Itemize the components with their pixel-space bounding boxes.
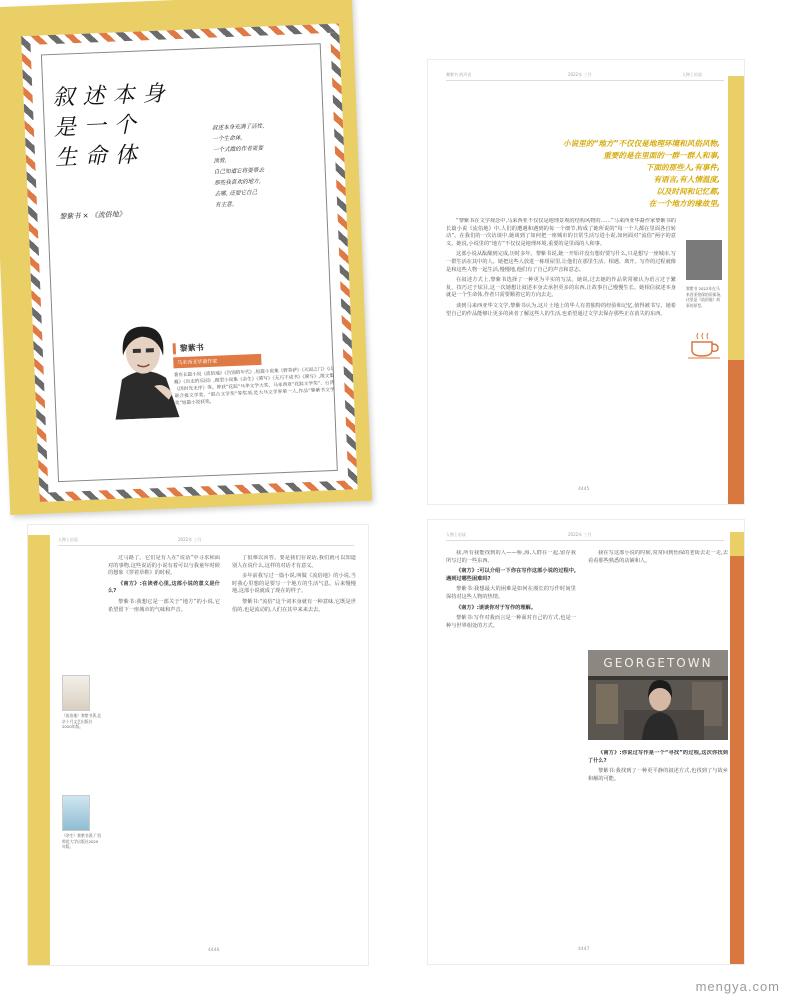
paragraph: 我在写这部小说的时候,常常回到怡保的老街去走一走,去看看那些熟悉的店铺和人。 xyxy=(588,550,728,564)
poem-line: 那些我喜欢的地方, xyxy=(214,178,261,187)
paragraph: 黎紫书:“流俗”这个词本身就有一种意味,它既是世俗的,也是流动的,人们在其中来来去去。 xyxy=(232,598,356,613)
page-header-mid: 2022年 三月 xyxy=(568,72,592,77)
book-cover-1 xyxy=(62,675,90,711)
question: 《南方》:在读者心里,这部小说的意义是什么? xyxy=(108,580,220,595)
cover-handwritten-title xyxy=(52,79,176,174)
book-caption-2: 《余生》黎紫书著,广西师范大学出版社2020年版。 xyxy=(62,833,102,849)
article-column-2 xyxy=(588,750,728,942)
paragraph: 了很难以回答。要是我们在说话,我们就可以知道别人在说什么,这样的对话才有意义。 xyxy=(232,555,356,569)
page-header-mid: 2022年 三月 xyxy=(568,532,592,537)
magazine-page-bottom-right xyxy=(428,520,744,964)
magazine-page-bottom-left xyxy=(28,525,368,965)
paragraph: 黎紫书:写作对我而言是一种面对自己的方式,也是一种与世界相处的方式。 xyxy=(446,615,576,629)
pull-quote xyxy=(500,138,720,210)
page-header-right: 人物 | 访谈 xyxy=(682,72,702,77)
article-column-1 xyxy=(446,550,576,942)
coffee-cup-icon xyxy=(686,330,724,360)
author-bio: 著有长篇小说《流俗地》《告别的年代》,短篇小说集《野菩萨》《天国之门》《山瘟》《出走的乐园》,微型小说集《余生》《简写》《无巧不成书》《简写》,散文集《因时光无序》等。曾获“花踪”马华文学大奖、马来西亚“花踪文学奖”、台湾联合报文学奖、“联合文学奖”等奖项,是大马文学界第一人,作品“黎紫书文学奖”短篇小说获奖。 xyxy=(173,366,335,407)
paragraph: 谈到马来西亚华文文学,黎紫书认为,这片土地上的华人有着独特的经验和记忆,值得被书写。她希望自己的作品能够让更多的读者了解这些人的生活,也希望通过文学去保存那些正在消失的东西。 xyxy=(446,302,676,317)
article-column-1 xyxy=(108,555,220,945)
paragraph: 黎紫书:我想最大的困难是如何在漫长的写作时间里保持对这些人物的热情。 xyxy=(446,586,576,600)
cover-title-line: 生命体 xyxy=(54,142,146,171)
poem-line: 一个式微的作者需要 xyxy=(212,145,264,154)
paragraph: 过马路了。它们是有人在“说话”中寻求和面对的事物,这些说话的小说有着可以与我童年时候的想象《穿着草鞋》的时候。 xyxy=(108,555,220,577)
cover-title-line: 叙述本身 xyxy=(52,81,174,112)
page-side-bar-orange xyxy=(728,360,744,504)
pull-line: 在一个地方的缘故里, xyxy=(648,199,720,208)
paragraph: “黎紫书在文学观念中,马来西亚不仅仅是地理景观的结构风物的……”马来西亚华裔作家黎紫书的长篇小说《流俗地》中,人们的遭遇和遇到的每一个细节,构成了她所说的“每一个人都在里面各自转动”。在我们的一次访谈中,她谈到了如何把一座城市的日常生活写进小说,如何面对“流俗”两字的意义。她说,小说里的“地方”不仅仅是地理环境,重要的是里面的人和事。 xyxy=(446,218,676,247)
poem-line: 有主意。 xyxy=(214,201,238,209)
page-side-bar-orange xyxy=(730,532,744,964)
paragraph: 多年前我写过一篇小说,叫做《流俗地》的小说,当时我心里想的是要写一个地方的生活气息。后来慢慢地,这部小说就成了现在的样子。 xyxy=(232,573,356,595)
page-number: 4445 xyxy=(578,487,590,492)
paragraph: 这部小说从酝酿到完成,历时多年。黎紫书说,她一开始并没有想好要写什么,只是想写一座城市,写一群生活在其中的人。她把这些人放进一栋组屋里,让他们在那里生活、相遇、离开。写作的过程就像是和这些人物一起生活,慢慢地,他们有了自己的声音和意志。 xyxy=(446,251,676,273)
author-info xyxy=(173,337,335,407)
magazine-page-top-right xyxy=(428,60,744,504)
book-cover-2 xyxy=(62,795,90,831)
pull-line: 以及时间和记忆都, xyxy=(656,187,720,196)
question: 《南方》:你说过写作是一个“寻找”的过程,这次你找到了什么? xyxy=(588,750,728,764)
question: 《南方》:可以介绍一下你在写作这部小说的过程中,遇到过哪些困难吗? xyxy=(446,568,576,582)
page-header-left: 人物 | 访谈 xyxy=(446,532,466,537)
header-rule xyxy=(446,80,724,81)
article-column-2-top xyxy=(588,550,728,646)
author-name: 黎紫书 xyxy=(173,337,333,354)
article-column-2 xyxy=(232,555,356,945)
page-header-mid: 2022年 三月 xyxy=(178,537,202,542)
poem-line: 一个生命体, xyxy=(212,135,243,143)
cover-page xyxy=(0,0,372,515)
header-rule xyxy=(58,545,354,546)
watermark: mengya.com xyxy=(695,979,780,994)
poem-line: 去哪, 还要它自己 xyxy=(214,189,258,198)
page-side-bar-yellow xyxy=(730,532,744,556)
paragraph: 黎紫书:我找到了一种更平静的叙述方式,也找到了与故乡和解的可能。 xyxy=(588,768,728,782)
page-number: 4447 xyxy=(578,947,590,952)
paragraph: 我,所有我能找到的人——桥,海,人群在一起,留存我所写过的一些东西。 xyxy=(446,550,576,564)
cover-title-line: 是一个 xyxy=(53,112,145,141)
paragraph: 黎紫书:我想它是一部关于“地方”的小说,它希望留下一座城市的气味和声音。 xyxy=(108,598,220,613)
page-side-bar-yellow xyxy=(28,535,50,965)
pull-line: 有语言,有人情温度, xyxy=(653,175,720,184)
pull-line: 下面的那些人,有事件, xyxy=(645,163,720,172)
street-photo xyxy=(588,650,728,740)
question: 《南方》:谈谈你对于写作的理解。 xyxy=(456,604,536,611)
side-photo xyxy=(686,240,722,280)
page-header-left: 人物 | 访谈 xyxy=(58,537,78,542)
pull-line: 小说里的“地方”不仅仅是地理环境和风俗风物, xyxy=(563,139,720,148)
poem-line: 顶着, xyxy=(213,158,227,165)
poem-line: 叙述本身充满了活性, xyxy=(211,123,265,132)
cover-striped-frame xyxy=(21,23,357,501)
page-number: 4446 xyxy=(208,948,220,953)
paragraph: 在叙述方式上,黎紫书选择了一种更为平实的写法。她说,过去她的作品常常被认为语言过于繁复、技巧过于炫目,这一次她想让叙述本身去承担更多的东西,让故事自己慢慢生长。她相信叙述本身就是一个生命体,作者只需要顺着它的方向去走。 xyxy=(446,277,676,299)
book-caption-1: 《流俗地》黎紫书著,北京十月文艺出版社2020年版。 xyxy=(62,713,102,729)
poem-line: 自己知道它将要带去 xyxy=(213,167,265,176)
cover-byline: 黎紫书 × 《流俗地》 xyxy=(59,210,126,221)
photo-sign-text: GEORGETOWN xyxy=(603,656,713,670)
pull-line: 重要的是在里面的一群一群人和事, xyxy=(603,151,720,160)
header-rule xyxy=(446,540,724,541)
author-ribbon: 马来西亚华裔作家 xyxy=(173,354,261,369)
photo-caption: 黎紫书 2022年在马来西亚怡保的旧街场,这里是《流俗地》故事的原型。 xyxy=(686,286,722,308)
article-body xyxy=(446,218,676,486)
cover-handwritten-poem xyxy=(212,119,325,211)
page-header-left: 黎紫书 的声音 xyxy=(446,72,472,77)
